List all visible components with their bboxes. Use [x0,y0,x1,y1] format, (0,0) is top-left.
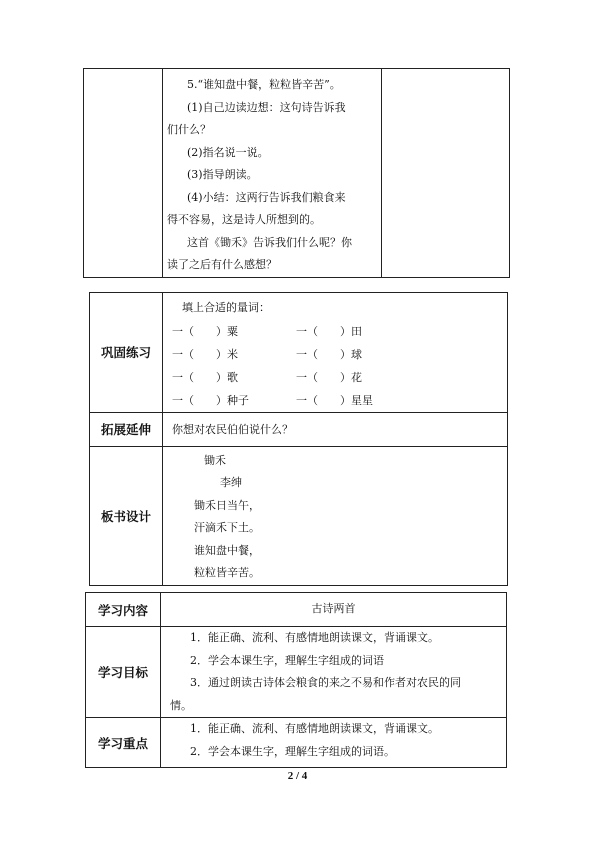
content-cell [161,593,507,627]
measure-item: 一（ ）田 [296,324,362,338]
page-number: 2 / 4 [287,770,308,782]
measure-item: 一（ ）种子 [172,393,249,407]
board-line: 锄禾日当午， [194,498,260,512]
step-5-q1: (1)自己边读边想：这句诗告诉我 [187,100,346,114]
practice-table [89,292,508,586]
extend-text: 你想对农民伯伯说什么？ [172,422,293,436]
practice-intro: 填上合适的量词： [182,301,270,314]
measure-item: 一（ ）米 [172,347,238,361]
goal-item: 3．通过朗读古诗体会粮食的来之不易和作者对农民的同 [190,676,461,689]
measure-item: 一（ ）歌 [172,370,238,384]
steps-cell [163,69,382,278]
measure-item: 一（ ）花 [296,370,362,384]
step-5-title: 5.“谁知盘中餐，粒粒皆辛苦”。 [187,78,341,91]
focus-cell [161,718,507,768]
board-cell [163,446,508,585]
goal-item: 2．学会本课生字，理解生字组成的词语 [190,653,384,667]
extend-cell [163,412,508,446]
board-author: 李绅 [220,476,242,489]
lesson-steps-table [83,68,510,278]
content-label: 学习内容 [86,593,161,627]
left-blank-cell [84,69,163,278]
board-line: 粒粒皆辛苦。 [194,566,260,579]
step-5-q4: (4)小结：这两行告诉我们粮食来 [187,190,346,204]
goal-item: 1．能正确、流利、有感情地朗读课文，背诵课文。 [190,631,439,644]
step-5-q2: (2)指名说一说。 [187,145,269,159]
step-5-q4-cont: 得不容易，这是诗人所想到的。 [167,213,321,226]
measure-row [172,366,507,389]
measure-row [172,320,507,343]
focus-label: 学习重点 [86,718,161,768]
step-5-q3: (3)指导朗读。 [187,168,258,181]
content-value: 古诗两首 [311,602,356,616]
focus-item: 2．学会本课生字，理解生字组成的词语。 [190,744,395,758]
learning-table [85,592,507,768]
practice-label: 巩固练习 [90,293,163,413]
board-label: 板书设计 [90,446,163,585]
focus-item: 1．能正确、流利、有感情地朗读课文，背诵课文。 [190,722,439,735]
extend-label: 拓展延伸 [90,412,163,446]
practice-cell [163,293,508,413]
goals-cell [161,627,507,718]
board-line: 汗滴禾下土。 [194,521,260,534]
measure-row [172,389,507,412]
right-blank-cell [382,69,510,278]
goal-item-cont: 情。 [170,698,192,712]
board-title: 锄禾 [204,453,226,467]
board-line: 谁知盘中餐， [194,543,260,557]
measure-item: 一（ ）粟 [172,324,238,338]
summary-question: 这首《锄禾》告诉我们什么呢？你 [187,235,352,249]
measure-item: 一（ ）球 [296,347,362,361]
measure-row [172,343,507,366]
step-5-q1-cont: 们什么？ [167,123,211,136]
summary-question-cont: 读了之后有什么感想？ [167,258,277,271]
goals-label: 学习目标 [86,627,161,718]
measure-item: 一（ ）星星 [296,393,373,407]
